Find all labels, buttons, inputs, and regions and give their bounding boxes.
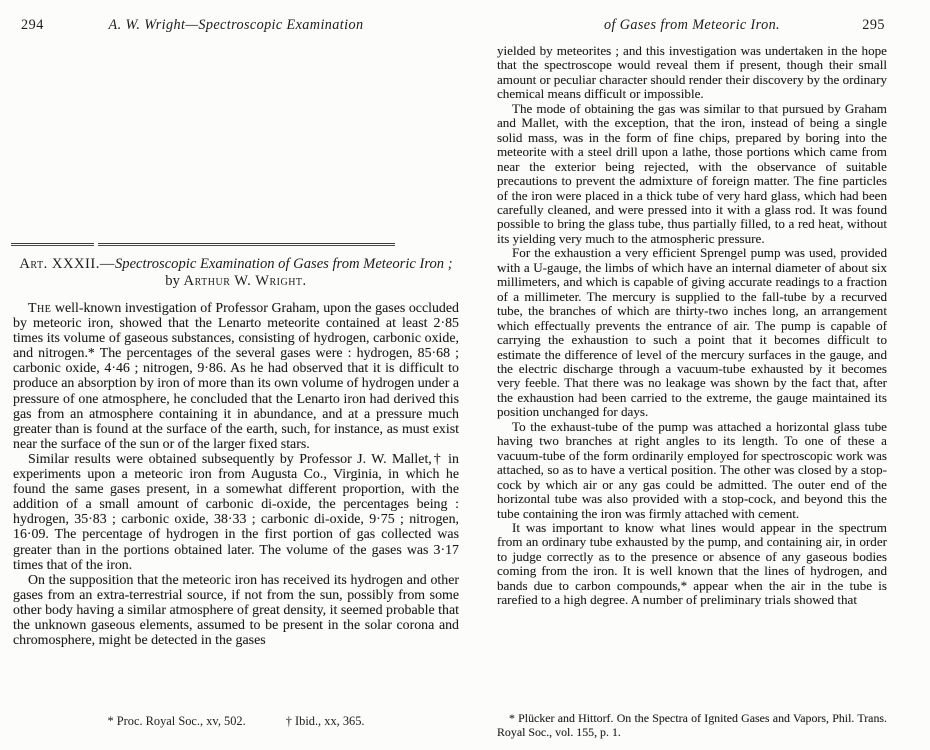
paragraph (13, 301, 459, 452)
paragraph: It was important to know what lines would appear in the spectrum from an ordinary tube exhausted by the pump, and containing air, in order to judge correctly as to the presence or absence of any gaseous bodies coming from the iron. It is well known that the lines of hydrogen, and bands due to carbon compounds,* appear when the air in the tube is rarefied to a high degree. A number of preliminary trials showed that (497, 519, 887, 608)
page-294-column (13, 0, 459, 750)
running-head: A. W. Wright—Spectroscopic Examination (108, 17, 364, 33)
paragraph-lead-word: The (28, 301, 52, 316)
page-295-column (497, 0, 887, 750)
page-number: 294 (21, 17, 44, 33)
rule-segment (98, 243, 395, 246)
footnote: † Ibid., xx, 365. (285, 714, 365, 728)
article-separator-rule (11, 243, 395, 246)
paragraph: The mode of obtaining the gas was similar to that pursued by Graham and Mallet, with the exception, that the iron, instead of being a single solid mass, was in the form of fine chips, prepared by boring into the meteorite with a steel drill upon a lathe, those portions which came from near the exterior being rejected, with the observance of suitable precautions to prevent the admixture of foreign matter. The fine particles of the iron were placed in a thick tube of very hard glass, which had been carefully cleaned, and were pressed into it with a glass rod. It was found possible to bring the glass tube, thus partially filled, to a red heat, without its yielding very much to the atmospheric pressure. (497, 100, 887, 246)
footnote: * Plücker and Hittorf. On the Spectra of Ignited Gases and Vapors, Phil. Trans. Royal Soc., vol. 155, p. 1. (497, 711, 887, 739)
article-title (13, 256, 459, 290)
paragraph: Similar results were obtained subsequently by Professor J. W. Mallet,† in experiments upon a meteoric iron from Augusta Co., Virginia, in which he found the same gases present, in a somewhat different proportion, with the addition of a small amount of carbonic di-oxide, the percentages being : hydrogen, 35·83 ; carbonic oxide, 38·33 ; carbonic di-oxide, 9·75 ; nitrogen, 16·09. The percentage of hydrogen in the first portion of gas collected was greater than in the portions obtained later. The volume of the gases was 3·17 times that of the iron. (13, 451, 459, 573)
page-294-body (13, 301, 459, 648)
page-number: 295 (862, 17, 885, 33)
rule-segment (11, 243, 94, 246)
article-number-label: Art. XXXII.— (19, 256, 115, 272)
byline-word: by (165, 272, 180, 289)
footnote: * Proc. Royal Soc., xv, 502. (107, 714, 246, 728)
article-title-italic: Spectroscopic Examination of Gases from Meteoric Iron ; (114, 256, 453, 272)
paragraph: On the supposition that the meteoric iron has received its hydrogen and other gases from an extra-terrestrial source, if not from the sun, possibly from some other body having a similar atmosphere of great density, it seemed probable that the unknown gaseous elements, assumed to be present in the solar corona and chromosphere, might be detected in the gases (13, 572, 459, 649)
paragraph: yielded by meteorites ; and this investigation was undertaken in the hope that the spectroscope would reveal them if present, though their small amount or peculiar character should render their discovery by the ordinary chemical means difficult or impossible. (497, 43, 887, 102)
page-295-header (497, 17, 887, 34)
running-head: of Gases from Meteoric Iron. (603, 17, 781, 33)
page-295 (465, 0, 930, 750)
paragraph: To the exhaust-tube of the pump was attached a horizontal glass tube having two branches at right angles to its length. To one of these a vacuum-tube of the form ordinarily employed for spectroscopic work was attached, so as to have a vertical position. The other was closed by a stop-cock by which air or any gas could be admitted. The outer end of the horizontal tube was also provided with a stop-cock, and beyond this the tube containing the iron was firmly attached with cement. (497, 418, 887, 521)
page-295-body (497, 44, 887, 608)
page-294-header (13, 17, 459, 34)
paragraph: For the exhaustion a very efficient Sprengel pump was used, provided with a U-gauge, the limbs of which have an internal diameter of about six millimeters, and which is capable of giving accurate readings to a fraction of a millimeter. The mercury is supplied to the fall-tube by a recurved tube, the branches of which are thirty-two inches long, an arrangement which effectually prevents the entrance of air. The pump is capable of carrying the exhaustion to such a point that it becomes difficult to estimate the difference of level of the mercury surfaces in the gauge, and the electric discharge through a vacuum-tube exhausted by it becomes very feeble. That there was no leakage was shown by the fact that, after the exhaustion had been carried to the extreme, the gauge maintained its position unchanged for days. (497, 245, 887, 420)
paragraph-text: well-known investigation of Professor Graham, upon the gases occluded by meteoric iron, showed that the Lenarto meteorite contained at least 2·85 times its volume of gaseous substances, consisting of hydrogen, carbonic oxide, and nitrogen.* The percentages of the several gases were : hydrogen, 85·68 ; carbonic oxide, 4·46 ; nitrogen, 9·86. As he had observed that it is difficult to produce an absorption by iron of more than its own volume of hydrogen under a pressure of one atmosphere, he concluded that the Lenarto iron had derived this gas from an atmosphere containing it in abundance, and at a pressure much greater than is found at the surface of the earth, such, for instance, as must exist near the surface of the sun or of the larger fixed stars. (13, 301, 459, 452)
page-294-footnotes (13, 714, 459, 729)
author-name: Arthur W. Wright. (183, 272, 307, 289)
